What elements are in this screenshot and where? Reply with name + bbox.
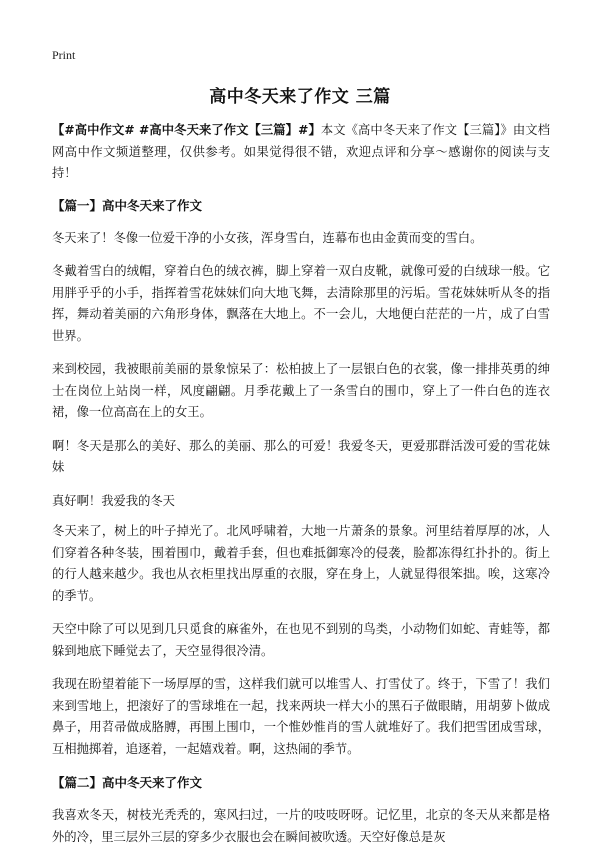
intro-tags: 【#高中作文# #高中冬天来了作文【三篇】#】 <box>52 123 321 137</box>
section-heading-2: 【篇二】高中冬天来了作文 <box>52 775 203 790</box>
intro-text: 本文《高中冬天来了作文【三篇】》由文档网高中作文频道整理，仅供参考。如果觉得很不错，欢迎点评和分享～感谢你的阅读与支持！ <box>52 123 550 180</box>
paragraph: 我喜欢冬天，树枝光秃秃的，寒风扫过，一片的吱吱呀呀。记忆里，北京的冬天从来都是格外的冷，里三层外三层的穿多少衣服也会在瞬间被吹透。天空好像总是灰 <box>52 808 550 844</box>
paragraph: 啊！冬天是那么的美好、那么的美丽、那么的可爱！我爱冬天，更爱那群活泼可爱的雪花妹妹 <box>52 438 550 474</box>
paragraph: 来到校园，我被眼前美丽的景象惊呆了：松柏披上了一层银白色的衣裳，像一排排英勇的绅士在岗位上站岗一样，风度翩翩。月季花戴上了一条雪白的围巾，穿上了一件白色的连衣裙，像一位高高在上的女王。 <box>52 362 550 419</box>
paragraph: 天空中除了可以见到几只觅食的麻雀外，在也见不到别的鸟类，小动物们如蛇、青蛙等，都躲到地底下睡觉去了，天空显得很冷清。 <box>52 622 550 658</box>
paragraph: 冬天来了，树上的叶子掉光了。北风呼啸着，大地一片萧条的景象。河里结着厚厚的冰，人们穿着各种冬装，围着围巾，戴着手套，但也难抵御寒冷的侵袭，脸都冻得红扑扑的。街上的行人越来越少。我也从衣柜里找出厚重的衣服，穿在身上，人就显得很笨拙。唉，这寒冷的季节。 <box>52 524 550 603</box>
paragraph: 真好啊！我爱我的冬天 <box>52 493 175 508</box>
article-body <box>52 120 550 860</box>
paragraph: 冬戴着雪白的绒帽，穿着白色的绒衣裤，脚上穿着一双白皮靴，就像可爱的白绒球一般。它用胖乎乎的小手，指挥着雪花妹妹们向大地飞舞，去清除那里的污垢。雪花妹妹听从冬的指挥，舞动着美丽的六角形身体，飘落在大地上。不一会儿，大地便白茫茫的一片，成了白雪世界。 <box>52 264 550 343</box>
page-title: 高中冬天来了作文 三篇 <box>209 87 391 107</box>
section-heading-1: 【篇一】高中冬天来了作文 <box>52 197 203 213</box>
paragraph: 我现在盼望着能下一场厚厚的雪，这样我们就可以堆雪人、打雪仗了。终于，下雪了！我们来到雪地上，把滚好了的雪球堆在一起，找来两块一样大小的黑石子做眼睛，用胡萝卜做成鼻子，用苕帚做成胳膊，再围上围巾，一个惟妙惟肖的雪人就堆好了。我们把雪团成雪球，互相抛掷着，追逐着，一起嬉戏着。啊，这热闹的季节。 <box>52 677 550 756</box>
intro-paragraph <box>52 120 550 185</box>
paragraph: 冬天来了！冬像一位爱干净的小女孩，浑身雪白，连幕布也由金黄而变的雪白。 <box>52 230 483 245</box>
print-link[interactable]: Print <box>52 48 76 62</box>
